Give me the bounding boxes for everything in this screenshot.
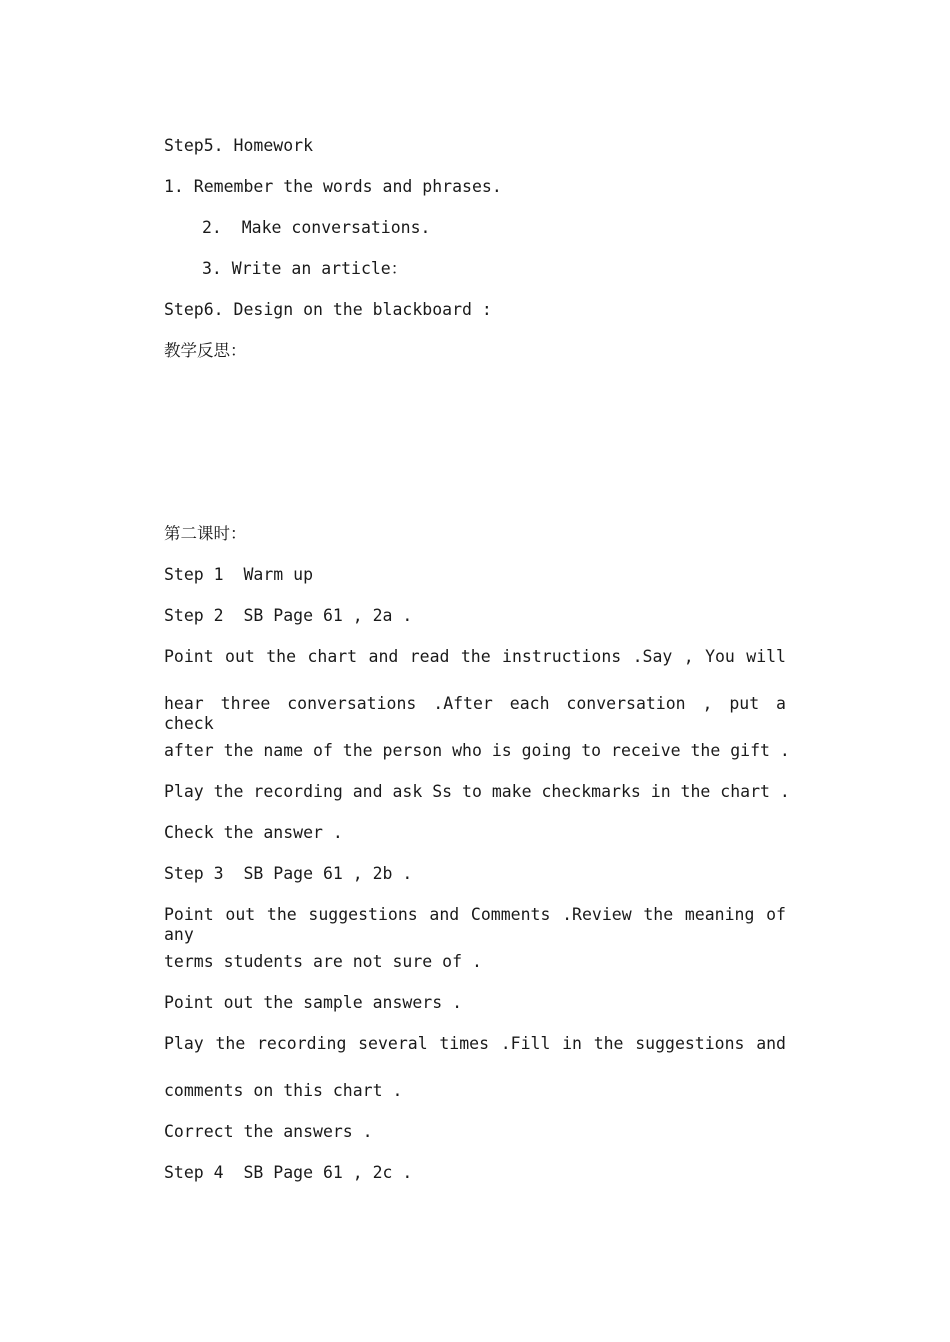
step2-line-2: hear three conversations .After each conversation , put a check — [164, 694, 786, 733]
step2-line-1: Point out the chart and read the instructions .Say , You will — [164, 647, 786, 666]
step5-heading: Step5. Homework — [164, 136, 314, 155]
step6-heading: Step6. Design on the blackboard : — [164, 300, 492, 319]
step3-line-4: Play the recording several times .Fill in the suggestions and — [164, 1034, 786, 1053]
step2-line-4: Play the recording and ask Ss to make checkmarks in the chart . — [164, 782, 790, 801]
step3-line-6: Correct the answers . — [164, 1122, 373, 1141]
step1-heading: Step 1 Warm up — [164, 565, 314, 584]
step3-line-2: terms students are not sure of . — [164, 952, 482, 971]
step3-line-1: Point out the suggestions and Comments .Review the meaning of any — [164, 905, 786, 944]
second-lesson-heading: 第二课时： — [164, 524, 247, 543]
step3-line-3: Point out the sample answers . — [164, 993, 463, 1012]
step3-line-5: comments on this chart . — [164, 1081, 403, 1100]
step2-heading: Step 2 SB Page 61 , 2a . — [164, 606, 413, 625]
homework-item-1: 1. Remember the words and phrases. — [164, 177, 502, 196]
step3-heading: Step 3 SB Page 61 , 2b . — [164, 864, 413, 883]
step2-line-3: after the name of the person who is going to receive the gift . — [164, 741, 790, 760]
step2-line-5: Check the answer . — [164, 823, 343, 842]
homework-item-3: 3. Write an article： — [202, 259, 408, 278]
homework-item-2: 2. Make conversations. — [202, 218, 431, 237]
teaching-reflection-label: 教学反思： — [164, 341, 247, 360]
step4-heading: Step 4 SB Page 61 , 2c . — [164, 1163, 413, 1182]
